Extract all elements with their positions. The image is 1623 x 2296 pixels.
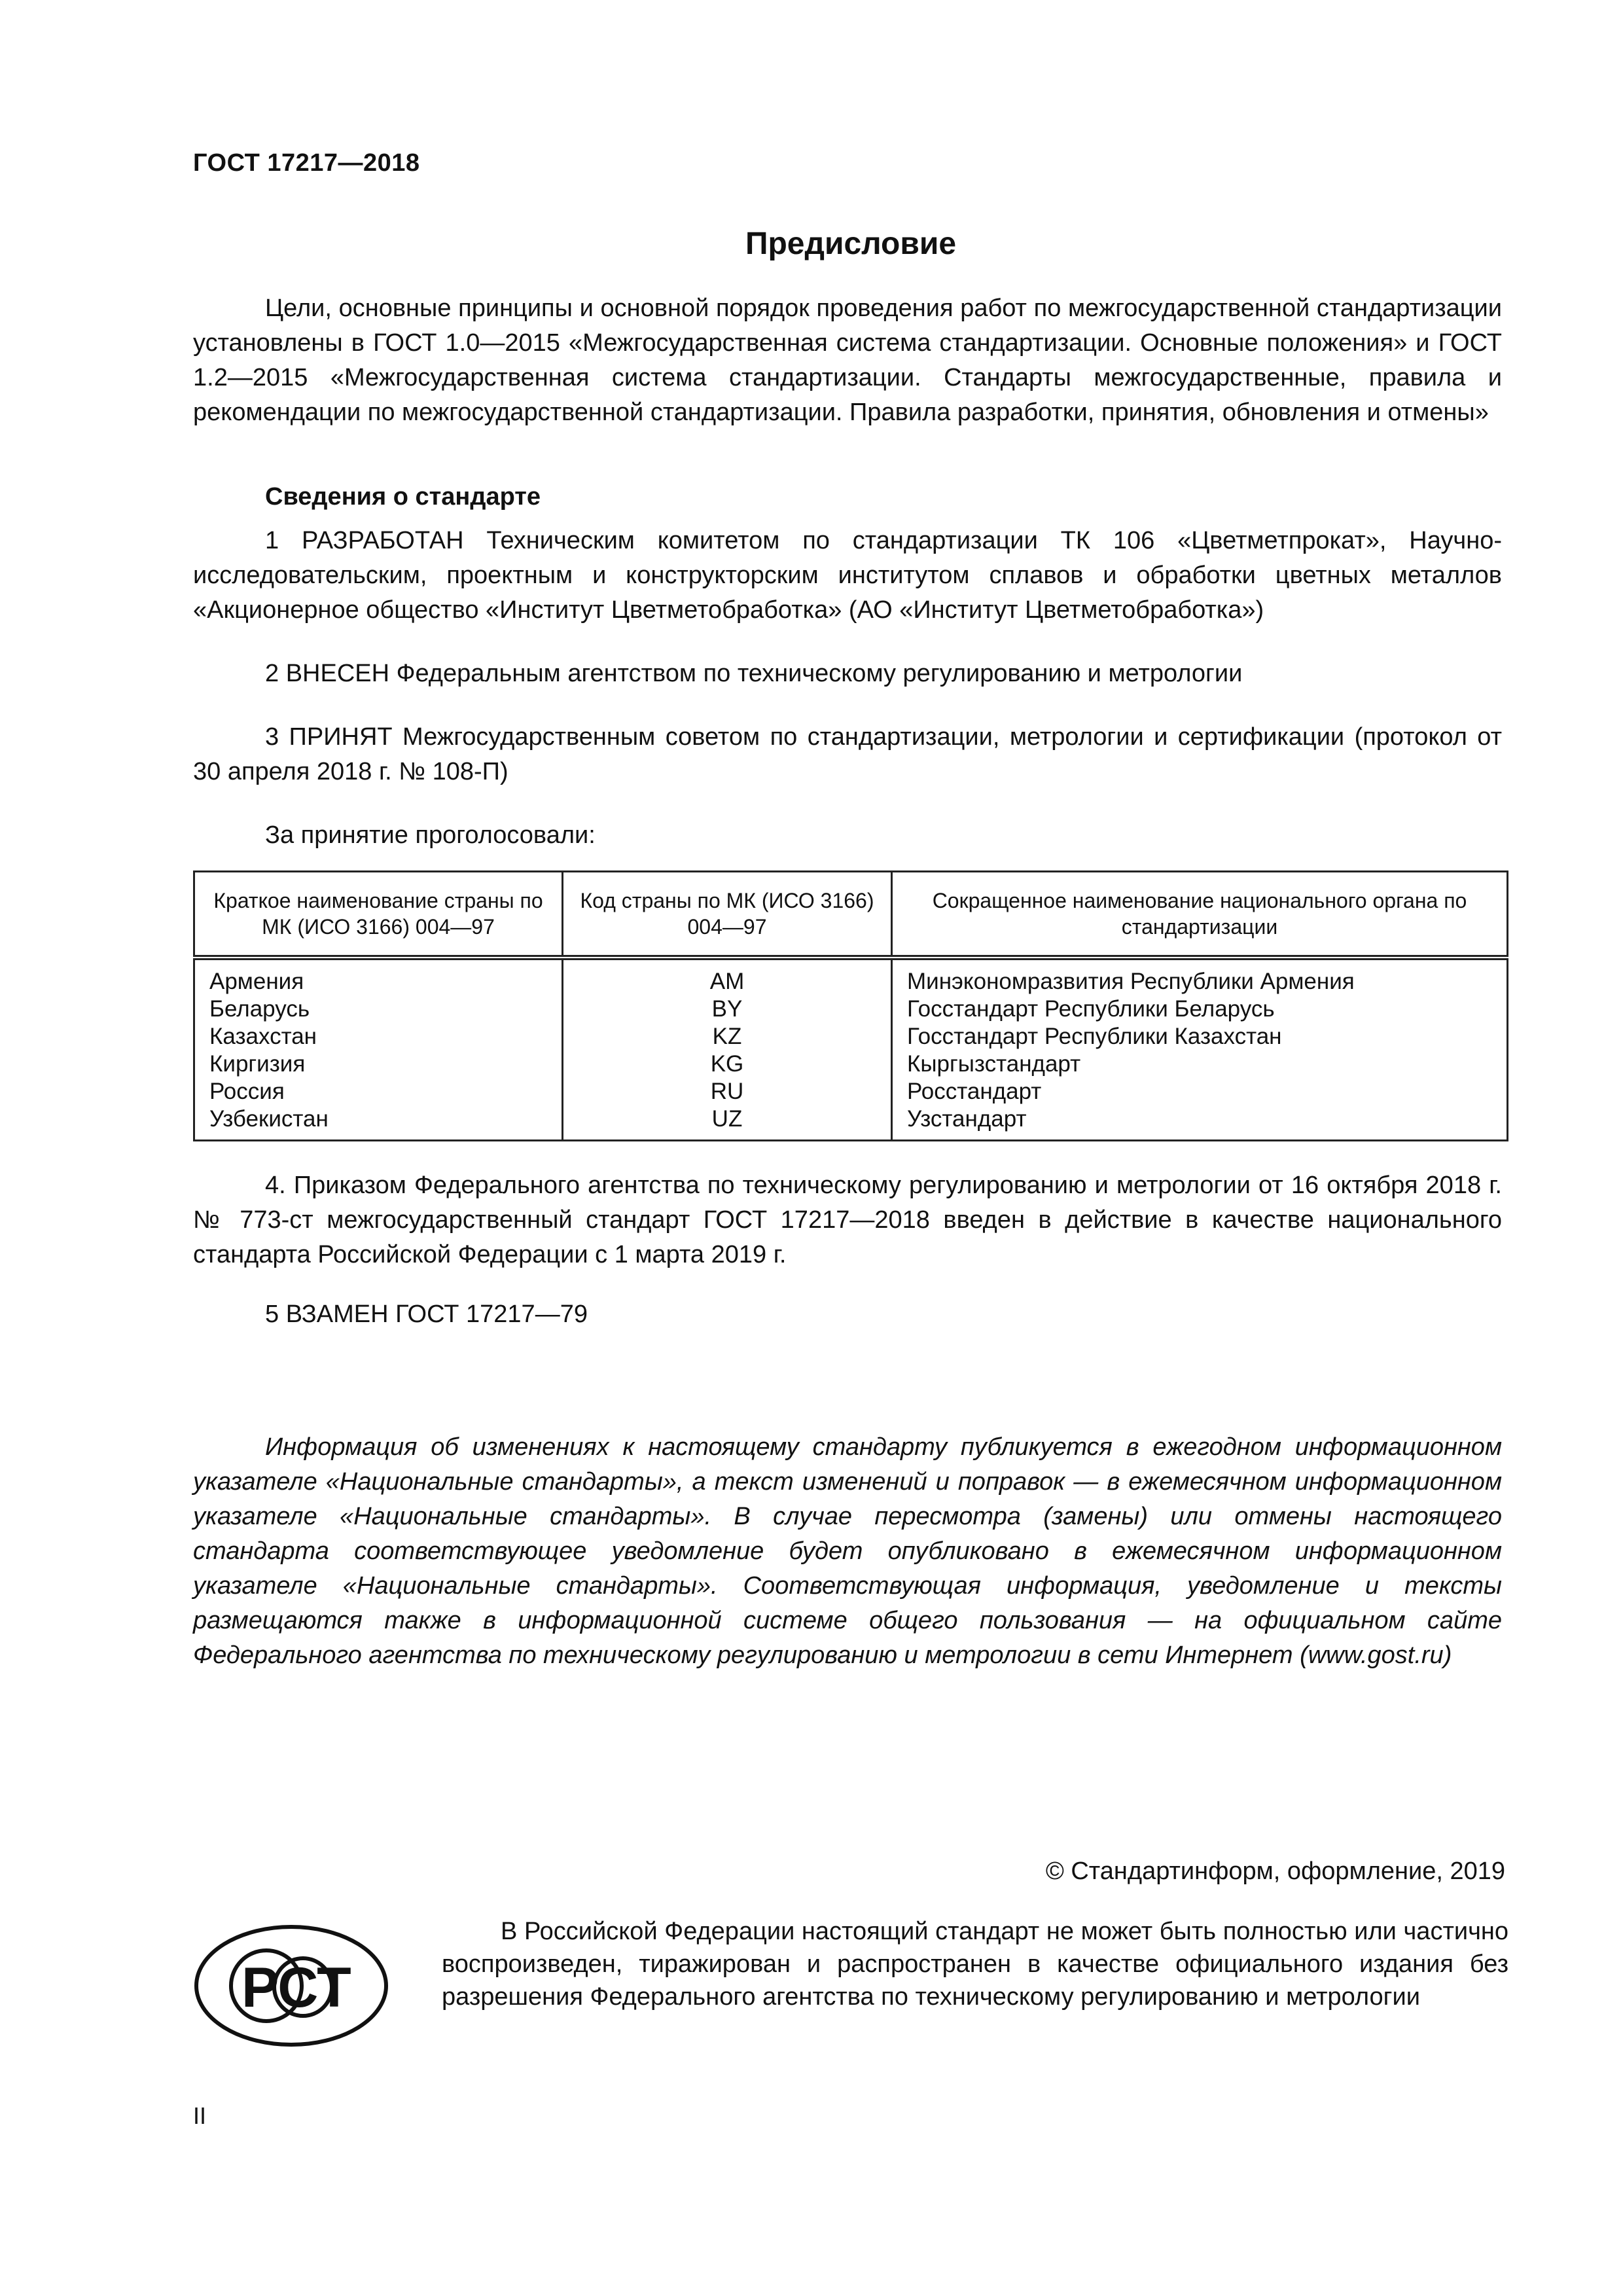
adopted-paragraph: 3 ПРИНЯТ Межгосударственным советом по стандартизации, метрологии и сертификации (протокол от 30 апреля 2018 г. № 108-П) xyxy=(193,723,1502,785)
intro-paragraph: Цели, основные принципы и основной порядок проведения работ по межгосударственной стандартизации установлены в ГОСТ 1.0—2015 «Межгосударственная система стандартизации. Основные положения» и ГОСТ 1.2—2015 «Межгосударственная система стандартизации. Стандарты межгосударственные, правила и рекомендации по межгосударственной стандартизации. Правила разработки, принятия, обновления и отмены» xyxy=(193,295,1502,426)
country-code: KZ xyxy=(563,1023,892,1050)
country-code: RU xyxy=(563,1078,892,1105)
national-body: Госстандарт Республики Казахстан xyxy=(892,1023,1508,1050)
country-code: KG xyxy=(563,1050,892,1078)
document-code: ГОСТ 17217—2018 xyxy=(193,149,420,177)
country-code: AM xyxy=(563,958,892,996)
logo-letters: РСТ xyxy=(241,1956,351,2019)
header-national-body: Сокращенное наименование национального органа по стандартизации xyxy=(892,872,1508,958)
country-name: Киргизия xyxy=(194,1050,563,1078)
national-body: Минэкономразвития Республики Армения xyxy=(892,958,1508,996)
table-row xyxy=(194,996,1508,1023)
country-code: BY xyxy=(563,996,892,1023)
reproduction-notice: В Российской Федерации настоящий стандарт не может быть полностью или частично воспроизведен, тиражирован и распространен в качестве официального издания без разрешения Федерального агентства по техническому регулированию и метрологии xyxy=(442,1918,1508,2011)
country-name: Казахстан xyxy=(194,1023,563,1050)
country-name: Россия xyxy=(194,1078,563,1105)
page-number: II xyxy=(193,2102,207,2129)
replaces-paragraph: 5 ВЗАМЕН ГОСТ 17217—79 xyxy=(265,1300,588,1328)
introduced-block xyxy=(193,656,1502,691)
replaces-block xyxy=(193,1297,1502,1332)
country-name: Беларусь xyxy=(194,996,563,1023)
national-body: Кыргызстандарт xyxy=(892,1050,1508,1078)
header-country-code: Код страны по МК (ИСО 3166) 004—97 xyxy=(563,872,892,958)
voted-intro-block xyxy=(193,818,1502,853)
national-body: Госстандарт Республики Беларусь xyxy=(892,996,1508,1023)
enacted-paragraph: 4. Приказом Федерального агентства по техническому регулированию и метрологии от 16 октября 2018 г. № 773-ст межгосударственный стандарт ГОСТ 17217—2018 введен в действие в качестве национального стандарта Российской Федерации с 1 марта 2019 г. xyxy=(193,1172,1502,1268)
table-row xyxy=(194,1105,1508,1141)
page-title: Предисловие xyxy=(745,226,957,261)
table-row xyxy=(194,1078,1508,1105)
voting-table xyxy=(193,870,1508,1141)
country-code: UZ xyxy=(563,1105,892,1141)
country-name: Армения xyxy=(194,958,563,996)
country-name: Узбекистан xyxy=(194,1105,563,1141)
table-row xyxy=(194,1023,1508,1050)
intro-paragraph-block xyxy=(193,291,1502,430)
standard-info-heading: Сведения о стандарте xyxy=(265,483,541,511)
header-country-name: Краткое наименование страны по МК (ИСО 3166) 004—97 xyxy=(194,872,563,958)
changes-info-paragraph: Информация об изменениях к настоящему стандарту публикуется в ежегодном информационном указателе «Национальные стандарты», а текст изменений и поправок — в ежемесячном информационном указателе «Национальные стандарты». В случае пересмотра (замены) или отмены настоящего стандарта соответствующее уведомление будет опубликовано в ежемесячном информационном указателе «Национальные стандарты». Соответствующая информация, уведомление и тексты размещаются также в информационной системе общего пользования — на официальном сайте Федерального агентства по техническому регулированию и метрологии в сети Интернет (www.gost.ru) xyxy=(193,1433,1502,1669)
copyright-line: © Стандартинформ, оформление, 2019 xyxy=(1045,1857,1505,1885)
adopted-block xyxy=(193,720,1502,789)
table-header-row xyxy=(194,872,1508,958)
national-body: Росстандарт xyxy=(892,1078,1508,1105)
rst-logo-icon xyxy=(193,1923,389,2049)
national-body: Узстандарт xyxy=(892,1105,1508,1141)
introduced-paragraph: 2 ВНЕСЕН Федеральным агентством по техническому регулированию и метрологии xyxy=(265,660,1243,687)
table-row xyxy=(194,1050,1508,1078)
changes-info-block xyxy=(193,1430,1502,1673)
table-row xyxy=(194,958,1508,996)
voted-intro: За принятие проголосовали: xyxy=(265,821,596,849)
developed-paragraph: 1 РАЗРАБОТАН Техническим комитетом по стандартизации ТК 106 «Цветметпрокат», Научно-исследовательским, проектным и конструкторским институтом сплавов и обработки цветных металлов «Акционерное общество «Институт Цветметобработка» (АО «Институт Цветметобработка») xyxy=(193,527,1502,624)
developed-block xyxy=(193,524,1502,628)
enacted-block xyxy=(193,1168,1502,1272)
